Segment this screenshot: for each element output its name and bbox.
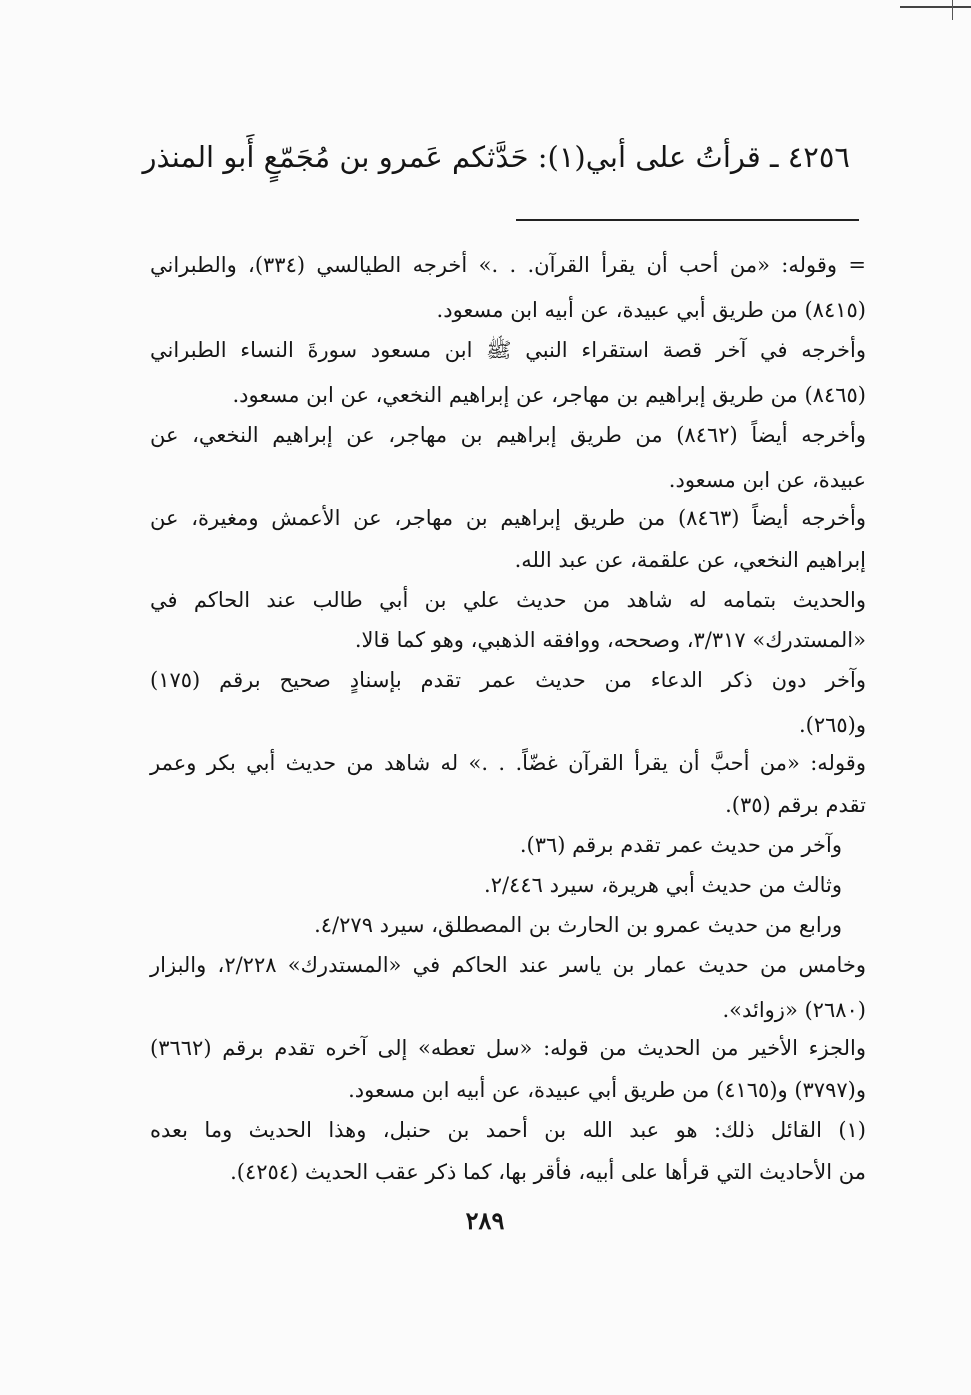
footnote-line: من الأحاديث التي قرأها على أبيه، فأقر بها، كما ذكر عقب الحديث (٤٢٥٤). — [230, 1160, 866, 1184]
footnote-line: (٨٤٦٥) من طريق إبراهيم بن مهاجر، عن إبراهيم النخعي، عن ابن مسعود. — [232, 383, 866, 407]
footnote-line: وخامس من حديث عمار بن ياسر عند الحاكم في «المستدرك» ٢/٢٢٨، والبزار — [150, 953, 866, 977]
footnote-line: وأخرجه أيضاً (٨٤٦٢) من طريق إبراهيم بن مهاجر، عن إبراهيم النخعي، عن — [150, 423, 866, 447]
footnote-line: وقوله: «من أحبَّ أن يقرأ القرآن غضّاً. . .» له شاهد من حديث أبي بكر وعمر — [150, 751, 866, 775]
footnote-line: وأخرجه في آخر قصة استقراء النبي ﷺ ابن مسعود سورةَ النساء الطبراني — [150, 338, 866, 362]
footnote-line: عبيدة، عن ابن مسعود. — [668, 468, 866, 492]
footnote-line: (١) القائل ذلك: هو عبد الله بن أحمد بن حنبل، وهذا الحديث وما بعده — [150, 1118, 866, 1142]
footnote-line: = وقوله: «من أحب أن يقرأ القرآن. . .» أخرجه الطيالسي (٣٣٤)، والطبراني — [150, 253, 866, 277]
footnote-line: إبراهيم النخعي، عن علقمة، عن عبد الله. — [514, 548, 866, 572]
footnote-separator — [516, 219, 859, 221]
footnote-line: (٨٤١٥) من طريق أبي عبيدة، عن أبيه ابن مسعود. — [436, 298, 866, 322]
footnote-line: وثالث من حديث أبي هريرة، سيرد ٢/٤٤٦. — [484, 873, 842, 897]
footnote-line: و(٣٧٩٧) و(٤١٦٥) من طريق أبي عبيدة، عن أبيه ابن مسعود. — [348, 1078, 866, 1102]
footnote-line: وآخر من حديث عمر تقدم برقم (٣٦). — [519, 833, 842, 857]
scan-edge-rule — [900, 6, 971, 8]
footnote-line: (٢٦٨٠) «زوائد». — [722, 998, 866, 1022]
footnote-line: ورابع من حديث عمرو بن الحارث بن المصطلق، سيرد ٤/٢٧٩. — [314, 913, 842, 937]
hadith-header-line: ٤٢٥٦ ـ قرأتُ على أبي(١): حَدَّثكم عَمرو بن مُجَمّعٍ أَبو المنذر — [142, 140, 850, 174]
scan-edge-mark — [952, 0, 953, 20]
footnote-line: و(٢٦٥). — [798, 713, 866, 737]
footnote-line: والجزء الأخير من الحديث من قوله: «سل تعطه» إلى آخره تقدم برقم (٣٦٦٢) — [150, 1036, 866, 1060]
footnote-line: تقدم برقم (٣٥). — [725, 793, 866, 817]
footnote-line: «المستدرك» ٣/٣١٧، وصححه، ووافقه الذهبي، وهو كما قالا. — [354, 628, 866, 652]
footnote-line: وأخرجه أيضاً (٨٤٦٣) من طريق إبراهيم بن مهاجر، عن الأعمش ومغيرة، عن — [150, 506, 866, 530]
footnote-line: والحديث بتمامه له شاهد من حديث علي بن أبي طالب عند الحاكم في — [150, 588, 866, 612]
page-number: ٢٨٩ — [465, 1206, 505, 1235]
footnote-line: وآخر دون ذكر الدعاء من حديث عمر تقدم بإسنادٍ صحيح برقم (١٧٥) — [150, 668, 866, 692]
